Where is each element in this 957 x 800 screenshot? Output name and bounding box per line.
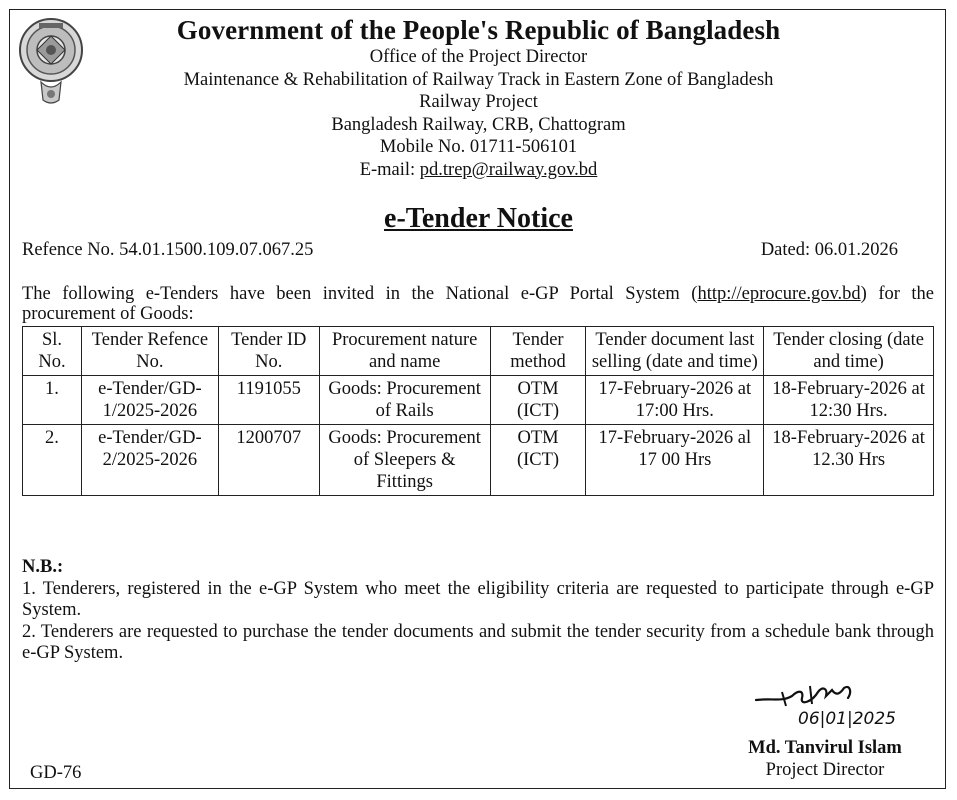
cell-id: 1191055 xyxy=(218,376,319,425)
table-header-row xyxy=(23,327,934,376)
signatory-block xyxy=(720,737,930,781)
nb-item: 2. Tenderers are requested to purchase the tender documents and submit the tender security from a schedule bank through e-GP System. xyxy=(22,621,934,663)
reference-row xyxy=(22,240,898,261)
reference-number: Refence No. 54.01.1500.109.07.067.25 xyxy=(22,240,314,260)
cell-method: OTM (ICT) xyxy=(490,425,586,496)
cell-sl: 1. xyxy=(23,376,82,425)
email-label: E-mail: xyxy=(359,159,416,180)
cell-selling: 17-February-2026 al 17 00 Hrs xyxy=(586,425,764,496)
intro-text-after: ) for the procurement of Goods: xyxy=(22,284,934,324)
header-closing: Tender closing (date and time) xyxy=(764,327,934,376)
cell-sl: 2. xyxy=(23,425,82,496)
office-address: Bangladesh Railway, CRB, Chattogram xyxy=(331,114,626,135)
cell-method: OTM (ICT) xyxy=(490,376,586,425)
document-code: GD-76 xyxy=(30,763,82,783)
table-row xyxy=(23,425,934,496)
cell-closing: 18-February-2026 at 12:30 Hrs. xyxy=(764,376,934,425)
nb-item: 1. Tenderers, registered in the e-GP System who meet the eligibility criteria are requested to participate through e-GP System. xyxy=(22,578,934,620)
intro-text-before: The following e-Tenders have been invited in the National e-GP Portal System ( xyxy=(22,284,698,304)
mobile-label: Mobile No. xyxy=(379,137,466,157)
signatory-name: Md. Tanvirul Islam xyxy=(748,738,902,758)
portal-link[interactable]: http://eprocure.gov.bd xyxy=(697,284,861,304)
intro-paragraph xyxy=(22,284,934,324)
signature-date: 06|01|2025 xyxy=(798,709,896,729)
header-id: Tender ID No. xyxy=(218,327,319,376)
nb-heading: N.B.: xyxy=(22,557,64,577)
table-row xyxy=(23,376,934,425)
nb-section xyxy=(22,557,934,665)
cell-selling: 17-February-2026 at 17:00 Hrs. xyxy=(586,376,764,425)
cell-ref: e-Tender/GD-2/2025-2026 xyxy=(81,425,218,496)
mobile-line xyxy=(0,136,957,159)
header-method: Tender method xyxy=(490,327,586,376)
email-link[interactable]: pd.trep@railway.gov.bd xyxy=(419,159,598,180)
letterhead xyxy=(0,14,957,181)
cell-id: 1200707 xyxy=(218,425,319,496)
email-line xyxy=(0,159,957,182)
header-ref: Tender Refence No. xyxy=(81,327,218,376)
cell-closing: 18-February-2026 at 12.30 Hrs xyxy=(764,425,934,496)
project-name-line1: Maintenance & Rehabilitation of Railway Track in Eastern Zone of Bangladesh xyxy=(183,69,774,90)
cell-ref: e-Tender/GD-1/2025-2026 xyxy=(81,376,218,425)
government-title: Government of the People's Republic of Bangladesh xyxy=(176,15,781,45)
header-selling: Tender document last selling (date and time) xyxy=(586,327,764,376)
mobile-number: 01711-506101 xyxy=(469,137,578,157)
cell-nature: Goods: Procurement of Sleepers & Fittings xyxy=(319,425,490,496)
notice-date: Dated: 06.01.2026 xyxy=(760,240,898,260)
cell-nature: Goods: Procurement of Rails xyxy=(319,376,490,425)
header-sl: Sl. No. xyxy=(23,327,82,376)
office-name: Office of the Project Director xyxy=(369,47,588,67)
notice-title: e-Tender Notice xyxy=(384,203,573,234)
project-name-line2: Railway Project xyxy=(419,92,538,112)
signatory-designation: Project Director xyxy=(765,760,885,780)
signature xyxy=(752,682,912,730)
tender-table xyxy=(22,326,934,496)
header-nature: Procurement nature and name xyxy=(319,327,490,376)
